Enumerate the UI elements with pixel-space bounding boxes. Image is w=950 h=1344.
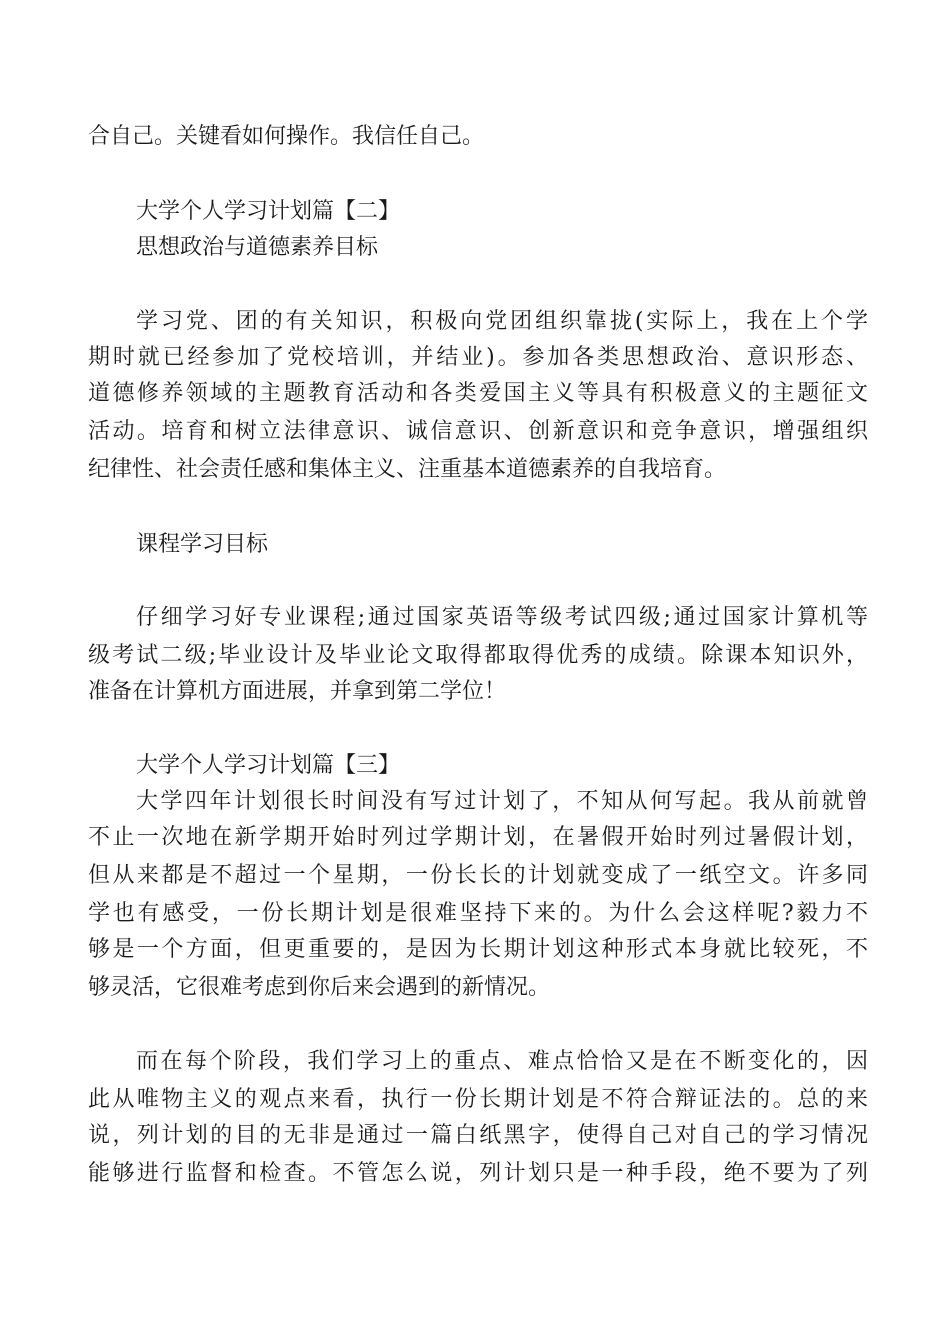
text-line: 说，列计划的目的无非是通过一篇白纸黑字，使得自己对自己的学习情况 (88, 1123, 868, 1148)
text-line: 期时就已经参加了党校培训，并结业)。参加各类思想政治、意识形态、 (88, 345, 868, 370)
text-line: 纪律性、社会责任感和集体主义、注重基本道德素养的自我培育。 (88, 457, 727, 482)
section-heading: 大学个人学习计划篇【二】 (136, 199, 401, 224)
text-line: 仔细学习好专业课程;通过国家英语等级考试四级;通过国家计算机等 (136, 605, 868, 630)
text-line: 级考试二级;毕业设计及毕业论文取得都取得优秀的成绩。除课本知识外， (88, 643, 868, 668)
text-line: 不止一次地在新学期开始时列过学期计划，在暑假开始时列过暑假计划， (88, 825, 868, 850)
text-line: 能够进行监督和检查。不管怎么说，列计划只是一种手段，绝不要为了列 (88, 1161, 868, 1186)
text-line: 而在每个阶段，我们学习上的重点、难点恰恰又是在不断变化的，因 (136, 1049, 868, 1074)
section-heading: 大学个人学习计划篇【三】 (136, 753, 401, 778)
text-line: 但从来都是不超过一个星期，一份长长的计划就变成了一纸空文。许多同 (88, 863, 868, 888)
subsection-heading: 思想政治与道德素养目标 (136, 235, 379, 260)
text-line: 学习党、团的有关知识，积极向党团组织靠拢(实际上，我在上个学 (136, 309, 868, 334)
text-line: 够是一个方面，但更重要的，是因为长期计划这种形式本身就比较死，不 (88, 937, 868, 962)
text-line: 合自己。关键看如何操作。我信任自己。 (88, 124, 485, 149)
text-line: 准备在计算机方面进展，并拿到第二学位！ (88, 679, 507, 704)
text-line: 此从唯物主义的观点来看，执行一份长期计划是不符合辩证法的。总的来 (88, 1087, 868, 1112)
text-line: 够灵活，它很难考虑到你后来会遇到的新情况。 (88, 975, 551, 1000)
text-line: 大学四年计划很长时间没有写过计划了，不知从何写起。我从前就曾 (136, 789, 868, 814)
subsection-heading: 课程学习目标 (136, 532, 269, 557)
text-line: 活动。培育和树立法律意识、诚信意识、创新意识和竞争意识，增强组织 (88, 419, 868, 444)
text-line: 道德修养领域的主题教育活动和各类爱国主义等具有积极意义的主题征文 (88, 381, 868, 406)
text-line: 学也有感受，一份长期计划是很难坚持下来的。为什么会这样呢?毅力不 (88, 901, 868, 926)
